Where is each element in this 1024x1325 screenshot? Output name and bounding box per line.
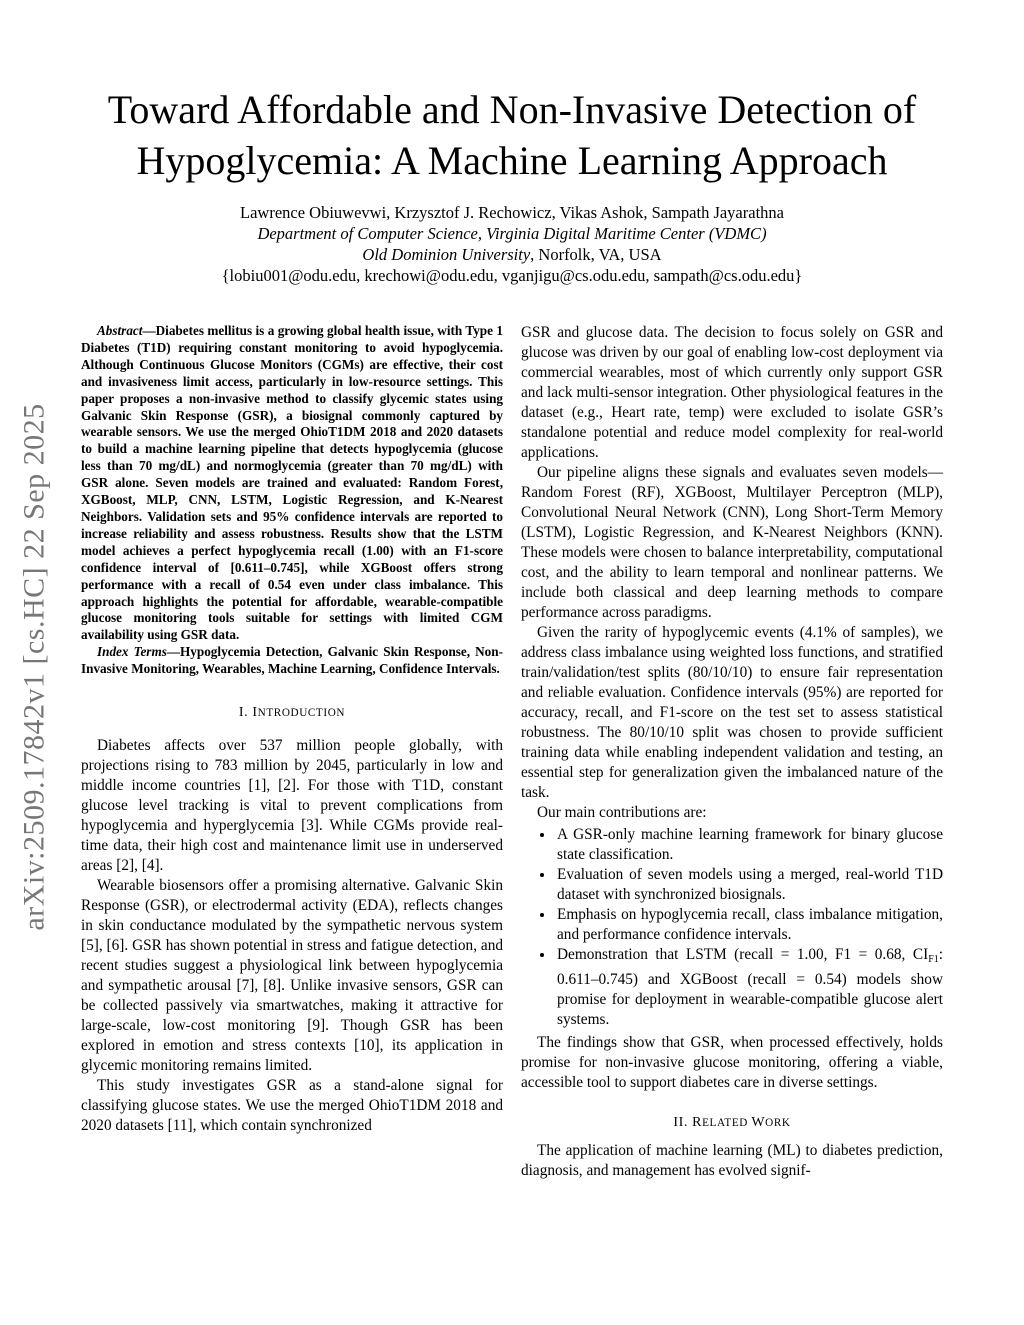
paper-title <box>70 84 954 186</box>
abstract <box>81 323 503 644</box>
title-line-1: Toward Affordable and Non-Invasive Detection of <box>107 87 917 132</box>
section-initial: R <box>692 1115 703 1130</box>
section-rest: NTRODUCTION <box>257 707 346 720</box>
index-terms-label: Index Terms <box>97 644 167 660</box>
author-names: Lawrence Obiuwevwi, Krzysztof J. Rechowicz, Vikas Ashok, Sampath Jayarathna <box>240 203 784 222</box>
index-terms-dash: — <box>166 644 181 660</box>
section-numeral: II. <box>673 1115 693 1130</box>
contribution-item: • A GSR-only machine learning framework for binary glucose state classification. <box>555 825 943 865</box>
section-rest: ELATED <box>702 1117 752 1129</box>
right-column <box>521 323 943 1181</box>
author-location: , Norfolk, VA, USA <box>530 245 662 264</box>
author-university: Old Dominion University <box>362 245 531 264</box>
left-column <box>81 323 503 1136</box>
author-location-line <box>70 244 954 265</box>
intro-paragraph: This study investigates GSR as a stand-alone signal for classifying glucose states. We use the merged OhioT1DM 2018 and 2020 datasets [11], which contain synchronized <box>81 1077 503 1135</box>
abstract-label: Abstract <box>97 323 143 338</box>
section-initial: I <box>252 705 258 721</box>
body-paragraph: Our pipeline aligns these signals and evaluates seven models—Random Forest (RF), XGBoost, Multilayer Perceptron (MLP), Convolutional Neural Network (CNN), Long Short-Term Memory (LSTM), Logistic Regression, and K-Nearest Neighbors (KNN). These models were chosen to balance interpretability, computational cost, and the ability to learn temporal and nonlinear patterns. We include both classical and deep learning methods to compare performance across paradigms. <box>521 464 943 621</box>
contribution-text: : 0.611–0.745) and XGBoost (recall = 0.54) models show promise for deployment in wearable-compatible glucose alert systems. <box>557 946 943 1028</box>
section-numeral: I. <box>238 705 253 721</box>
contribution-text: Demonstration that LSTM (recall = 1.00, F1 = 0.68, CI <box>557 946 929 963</box>
index-terms-text: Hypoglycemia Detection, Galvanic Skin Response, Non-Invasive Monitoring, Wearables, Machine Learning, Confidence Intervals. <box>81 644 504 677</box>
index-terms <box>81 644 503 678</box>
author-emails: {lobiu001@odu.edu, krechowi@odu.edu, vganjigu@cs.odu.edu, sampath@cs.odu.edu} <box>221 266 803 285</box>
body-paragraph: The findings show that GSR, when processed effectively, holds promise for non-invasive glucose monitoring, offering a viable, accessible tool to support diabetes care in diverse settings. <box>521 1034 943 1091</box>
section-rest: ORK <box>765 1117 791 1129</box>
arxiv-identifier-text: arXiv:2509.17842v1 [cs.HC] 22 Sep 2025 <box>18 403 52 931</box>
intro-paragraph: Diabetes affects over 537 million people globally, with projections rising to 783 million by 2045, particularly in low and middle income countries [1], [2]. For those with T1D, constant glucose level tracking is vital to prevent complications from hypoglycemia and hyperglycemia [3]. While CGMs provide real-time data, their high cost and maintenance limit use in underserved areas [2], [4]. <box>81 737 503 875</box>
arxiv-identifier <box>20 372 50 962</box>
intro-paragraph: Wearable biosensors offer a promising alternative. Galvanic Skin Response (GSR), or electrodermal activity (EDA), reflects changes in skin conductance modulated by the sympathetic nervous system [5], [6]. GSR has shown potential in stress and fatigue detection, and recent studies suggest a physiological link between hypoglycemia and sympathetic arousal [7], [8]. Unlike invasive sensors, GSR can be collected passively via smartwatches, making it attractive for large-scale, low-cost monitoring [9]. Though GSR has been explored in emotion and stress contexts [10], its application in glycemic monitoring remains limited. <box>81 877 503 1075</box>
author-affiliation-line <box>70 223 954 244</box>
title-line-2: Hypoglycemia: A Machine Learning Approach <box>136 138 888 183</box>
body-paragraph: Given the rarity of hypoglycemic events (4.1% of samples), we address class imbalance using weighted loss functions, and stratified train/validation/test splits (80/10/10) to ensure fair representation and reliable evaluation. Confidence intervals (95%) are reported for accuracy, recall, and F1-score on the test set to assess statistical robustness. The 80/10/10 split was chosen to provide sufficient training data while enabling independent validation and testing, an essential step for generalization given the imbalanced nature of the task. <box>521 624 943 801</box>
contributions-intro: Our main contributions are: <box>537 804 707 821</box>
body-paragraph: The application of machine learning (ML) to diabetes prediction, diagnosis, and management has evolved signif- <box>521 1142 943 1179</box>
author-department: Department of Computer Science, Virginia Digital Maritime Center (VDMC) <box>257 224 767 243</box>
abstract-dash: — <box>142 323 156 338</box>
subscript-f1: F1 <box>928 954 939 965</box>
abstract-text: Diabetes mellitus is a growing global health issue, with Type 1 Diabetes (T1D) requiring constant monitoring to avoid hypoglycemia. Although Continuous Glucose Monitors (CGMs) are effective, their cost and invasiveness limit access, particularly in low-resource settings. This paper proposes a non-invasive method to classify glycemic states using Galvanic Skin Response (GSR), a biosignal commonly captured by wearable sensors. We use the merged OhioT1DM 2018 and 2020 datasets to build a machine learning pipeline that detects hypoglycemia (glucose less than 70 mg/dL) and normoglycemia (greater than 70 mg/dL) with GSR alone. Seven models are trained and evaluated: Random Forest, XGBoost, MLP, CNN, LSTM, Logistic Regression, and K-Nearest Neighbors. Validation sets and 95% confidence intervals are reported to increase reliability and assess robustness. Results show that the LSTM model achieves a perfect hypoglycemia recall (1.00) with an F1-score confidence interval of [0.611–0.745], while XGBoost offers strong performance with a recall of 0.54 even under class imbalance. This approach highlights the potential for affordable, wearable-compatible glucose monitoring tools suitable for settings with limited CGM availability using GSR data. <box>81 323 503 643</box>
body-paragraph: GSR and glucose data. The decision to focus solely on GSR and glucose was driven by our goal of enabling low-cost deployment via commercial wearables, most of which currently only support GSR and lack multi-sensor integration. Other physiological features in the dataset (e.g., Heart rate, temp) were excluded to isolate GSR’s standalone potential and reduce model complexity for real-world applications. <box>521 324 943 461</box>
contribution-item: • Evaluation of seven models using a merged, real-world T1D dataset with synchronized biosignals. <box>555 865 943 905</box>
section-heading-introduction <box>81 703 503 723</box>
contribution-item: • Emphasis on hypoglycemia recall, class imbalance mitigation, and performance confidence intervals. <box>555 905 943 945</box>
contributions-list <box>521 825 943 1030</box>
contribution-item <box>555 945 943 1030</box>
author-block <box>70 202 954 286</box>
section-heading-related-work <box>521 1113 943 1133</box>
section-initial: W <box>751 1115 766 1130</box>
